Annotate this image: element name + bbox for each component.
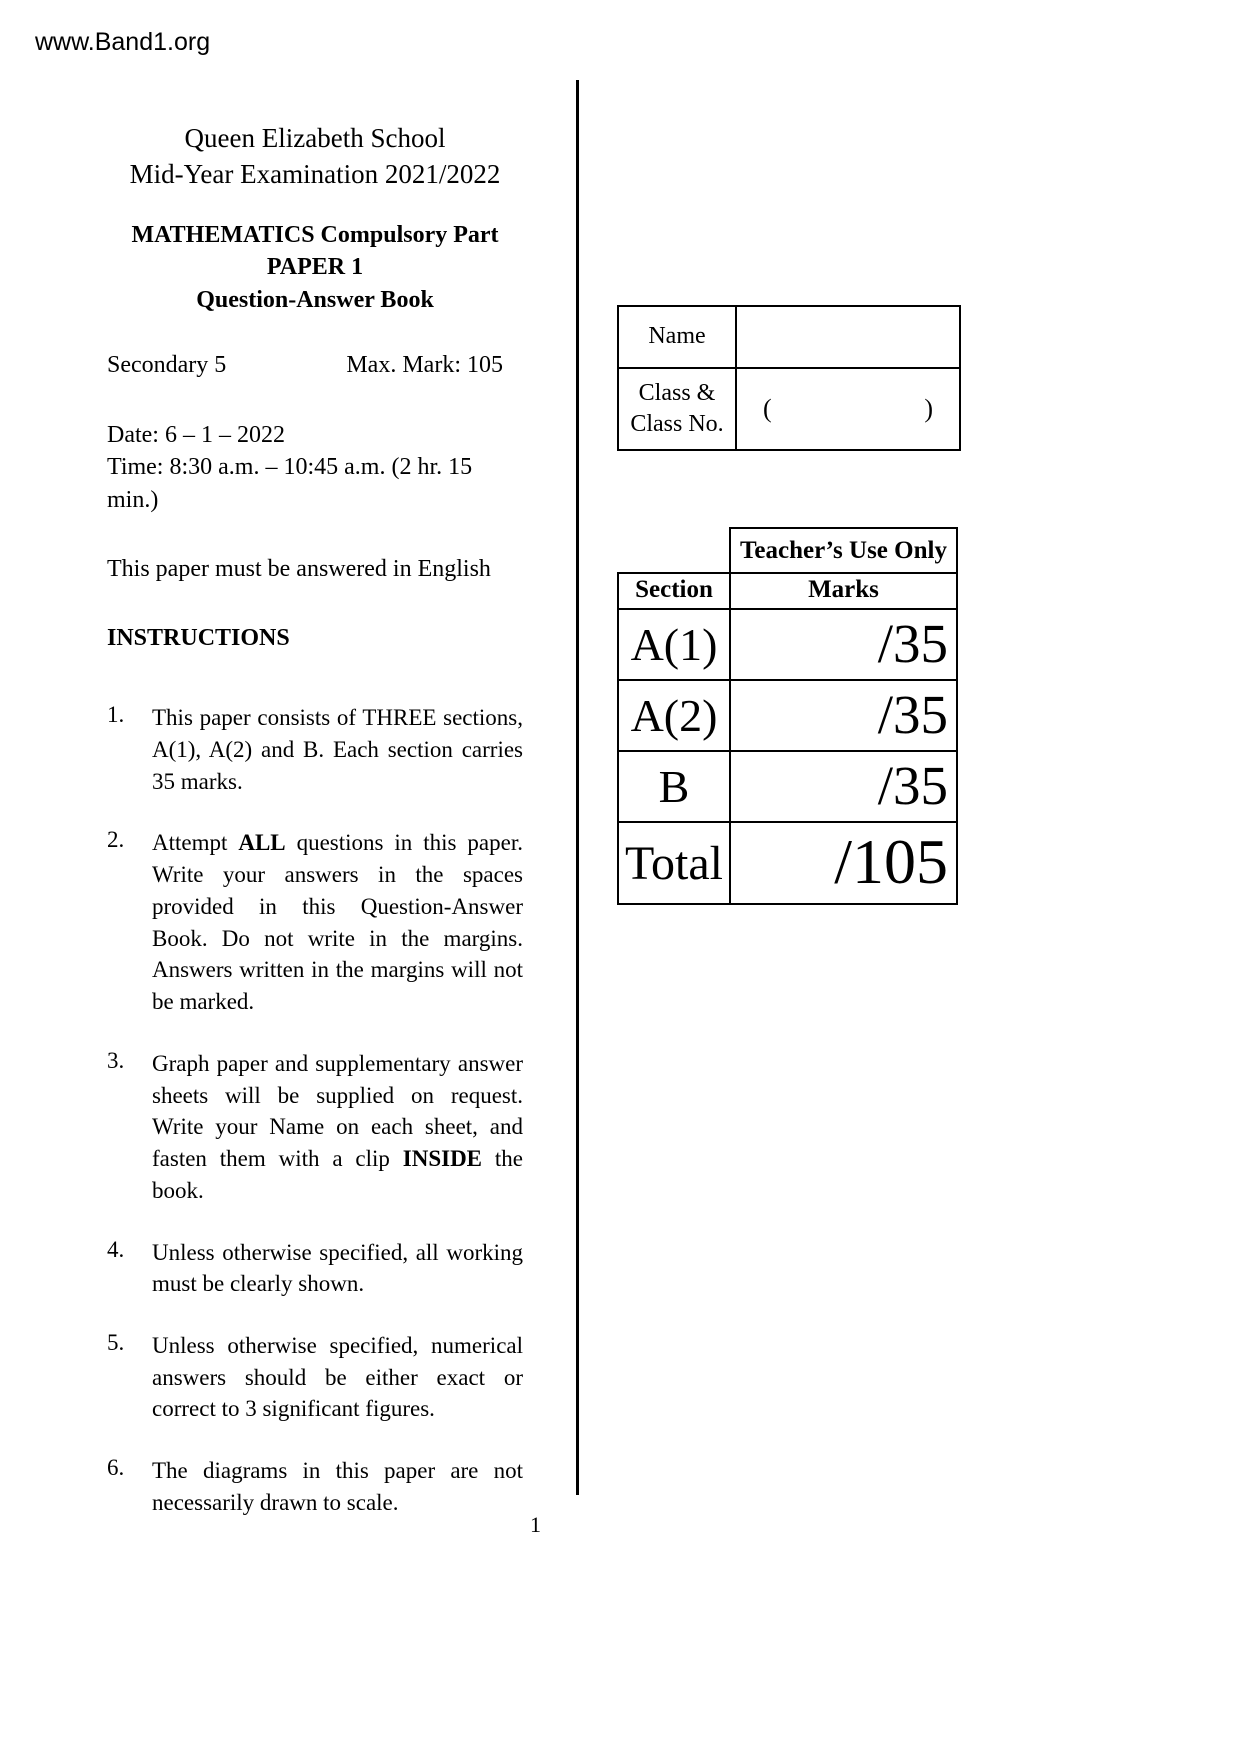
marks-value-a2: /35 bbox=[730, 680, 957, 751]
instruction-item bbox=[107, 702, 523, 797]
language-note: This paper must be answered in English bbox=[107, 556, 491, 583]
date-label: Date: 6 – 1 – 2022 bbox=[107, 422, 285, 449]
marks-value-a1: /35 bbox=[730, 609, 957, 680]
marks-header: Marks bbox=[730, 573, 957, 609]
marks-row-a1 bbox=[618, 609, 957, 680]
section-label-total: Total bbox=[618, 822, 730, 904]
exam-title: Mid-Year Examination 2021/2022 bbox=[129, 159, 501, 190]
teacher-use-title: Teacher’s Use Only bbox=[729, 527, 958, 572]
subject-title: MATHEMATICS Compulsory Part bbox=[131, 221, 499, 248]
instruction-item bbox=[107, 1330, 523, 1425]
subtitle-block bbox=[107, 219, 523, 316]
marks-row-b bbox=[618, 751, 957, 822]
instruction-number: 1. bbox=[107, 702, 125, 728]
instruction-number: 4. bbox=[107, 1236, 125, 1262]
instruction-item bbox=[107, 1048, 523, 1207]
marks-row-total bbox=[618, 822, 957, 904]
instruction-text: The diagrams in this paper are not necessarily drawn to scale. bbox=[152, 1458, 523, 1515]
class-label-line1: Class & bbox=[638, 379, 716, 406]
left-column bbox=[107, 120, 523, 1549]
marks-row-a2 bbox=[618, 680, 957, 751]
watermark-url: www.Band1.org bbox=[35, 28, 211, 56]
class-label-line2: Class No. bbox=[630, 411, 724, 437]
level-label: Secondary 5 bbox=[107, 352, 227, 379]
section-header: Section bbox=[618, 573, 730, 609]
marks-header-row bbox=[618, 573, 957, 609]
school-name: Queen Elizabeth School bbox=[184, 123, 446, 153]
section-label-b: B bbox=[618, 751, 730, 822]
instruction-number: 3. bbox=[107, 1047, 125, 1073]
teacher-use-table bbox=[617, 527, 958, 905]
marks-value-b: /35 bbox=[730, 751, 957, 822]
class-label bbox=[618, 368, 736, 450]
paren-open: ( bbox=[763, 394, 772, 423]
max-mark-label: Max. Mark: 105 bbox=[346, 352, 503, 379]
name-class-table bbox=[617, 305, 961, 451]
instructions-heading: INSTRUCTIONS bbox=[107, 625, 290, 652]
marks-value-total: /105 bbox=[730, 822, 957, 904]
instruction-item bbox=[107, 1455, 523, 1518]
instruction-number: 6. bbox=[107, 1455, 125, 1481]
instruction-text: Attempt ALL questions in this paper. Write your answers in the spaces provided in this Question-Answer Book. Do not write in the margins. Answers written in the margins will not be marked. bbox=[152, 830, 523, 1015]
section-label-a1: A(1) bbox=[618, 609, 730, 680]
instruction-number: 5. bbox=[107, 1329, 125, 1355]
title-block bbox=[107, 120, 523, 193]
level-mark-row bbox=[107, 352, 523, 379]
name-input-area bbox=[736, 306, 960, 368]
instruction-text: Unless otherwise specified, numerical answers should be either exact or correct to 3 significant figures. bbox=[152, 1332, 523, 1422]
instruction-text: Graph paper and supplementary answer sheets will be supplied on request. Write your Name on each sheet, and fasten them with a clip INSIDE the book. bbox=[152, 1050, 523, 1203]
class-input-area bbox=[736, 368, 960, 450]
instruction-item bbox=[107, 1237, 523, 1300]
instruction-text: This paper consists of THREE sections, A(1), A(2) and B. Each section carries 35 marks. bbox=[152, 705, 523, 794]
time-label: Time: 8:30 a.m. – 10:45 a.m. (2 hr. 15 min.) bbox=[107, 454, 473, 513]
instructions-list bbox=[107, 702, 523, 1518]
instruction-item bbox=[107, 827, 523, 1017]
section-label-a2: A(2) bbox=[618, 680, 730, 751]
paper-title: PAPER 1 bbox=[266, 254, 364, 281]
book-title: Question-Answer Book bbox=[196, 286, 434, 313]
name-row bbox=[618, 306, 960, 368]
paren-close: ) bbox=[924, 394, 933, 423]
instruction-number: 2. bbox=[107, 827, 125, 853]
vertical-divider bbox=[576, 80, 579, 1495]
date-time-block bbox=[107, 419, 523, 516]
class-row bbox=[618, 368, 960, 450]
instruction-text: Unless otherwise specified, all working must be clearly shown. bbox=[152, 1239, 523, 1297]
page-number: 1 bbox=[530, 1512, 541, 1537]
name-label: Name bbox=[618, 306, 736, 368]
